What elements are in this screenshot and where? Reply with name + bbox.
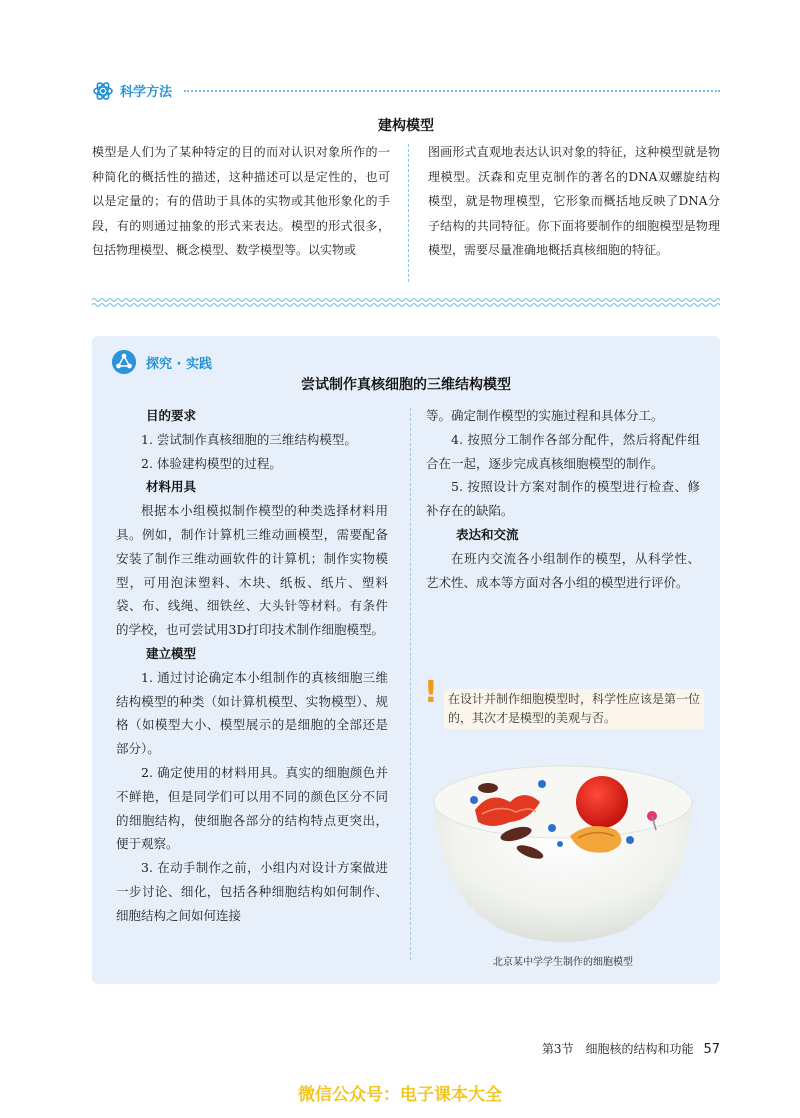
box-column-divider <box>410 408 411 960</box>
photo-caption: 北京某中学学生制作的细胞模型 <box>493 957 633 968</box>
paragraph: 3. 在动手制作之前，小组内对设计方案做进一步讨论、细化，包括各种细胞结构如何制作、细胞结构之间如何连接 <box>116 860 388 923</box>
paragraph: 2. 确定使用的材料用具。真实的细胞颜色并不鲜艳，但是同学们可以用不同的颜色区分不同的细胞结构，使细胞各部分的结构特点更突出，便于观察。 <box>116 764 388 852</box>
section-heading: 目的要求 <box>146 408 197 423</box>
paragraph: 1. 尝试制作真核细胞的三维结构模型。 <box>141 431 357 447</box>
science-method-right-text: 图画形式直观地表达认识对象的特征，这种模型就是物理模型。沃森和克里克制作的著名的DNA双螺旋结构模型，就是物理模型，它形象而概括地反映了DNA分子结构的共同特征。你下面将要制作的细胞模型是物理模型，需要尽量准确地概括真核细胞的特征。 <box>428 145 720 257</box>
exclamation-icon: ! <box>424 675 438 710</box>
paragraph: 1. 通过讨论确定本小组制作的真核细胞三维结构模型的种类（如计算机模型、实物模型）、规格（如模型大小、模型展示的是细胞的全部还是部分）。 <box>116 669 388 757</box>
science-method-label: 科学方法 <box>120 85 173 100</box>
tip-note-text: 在设计并制作细胞模型时，科学性应该是第一位的，其次才是模型的美观与否。 <box>444 689 704 729</box>
paragraph: 5. 按照设计方案对制作的模型进行检查、修补存在的缺陷。 <box>426 479 700 519</box>
exploration-right-column <box>426 404 700 594</box>
paragraph: 在班内交流各小组制作的模型，从科学性、艺术性、成本等方面对各小组的模型进行评价。 <box>426 550 700 590</box>
paragraph: 根据本小组模拟制作模型的种类选择材料用具。例如，制作计算机三维动画模型，需要配备安装了制作三维动画软件的计算机；制作实物模型，可用泡沫塑料、木块、纸板、纸片、塑料袋、布、线绳、细铁丝、大头针等材料。有条件的学校，也可尝试用3D打印技术制作细胞模型。 <box>116 503 388 638</box>
section-heading: 建立模型 <box>146 645 197 661</box>
wavy-divider-2 <box>92 301 720 309</box>
section-heading: 表达和交流 <box>456 526 519 542</box>
cell-model-photo <box>420 740 706 948</box>
science-method-title: 建构模型 <box>378 118 434 134</box>
page-footer <box>480 1040 720 1057</box>
paragraph: 4. 按照分工制作各部分配件，然后将配件组合在一起，逐步完成真核细胞模型的制作。 <box>426 431 700 471</box>
science-method-header <box>92 80 720 102</box>
exploration-title: 尝试制作真核细胞的三维结构模型 <box>301 377 511 393</box>
header-dotted-line <box>184 90 720 92</box>
paragraph: 等。确定制作模型的实施过程和具体分工。 <box>426 408 664 423</box>
science-method-left-text: 模型是人们为了某种特定的目的而对认识对象所作的一种简化的概括性的描述，这种描述可以是定性的，也可以是定量的；有的借助于具体的实物或其他形象化的手段，有的则通过抽象的形式来表达。模型的形式很多，包括物理模型、概念模型、数学模型等。以实物或 <box>92 145 390 257</box>
exploration-left-column <box>116 404 388 928</box>
exploration-label: 探究 · 实践 <box>146 357 212 372</box>
section-heading: 材料用具 <box>146 479 197 495</box>
watermark-text: 微信公众号：电子课本大全 <box>298 1085 502 1105</box>
page-number: 57 <box>703 1042 720 1057</box>
atom-icon <box>92 80 114 102</box>
section-title: 第3节 细胞核的结构和功能 <box>541 1042 694 1056</box>
paragraph: 2. 体验建构模型的过程。 <box>141 455 282 471</box>
column-divider <box>408 144 409 282</box>
tip-note <box>424 675 701 732</box>
network-icon <box>112 350 136 374</box>
